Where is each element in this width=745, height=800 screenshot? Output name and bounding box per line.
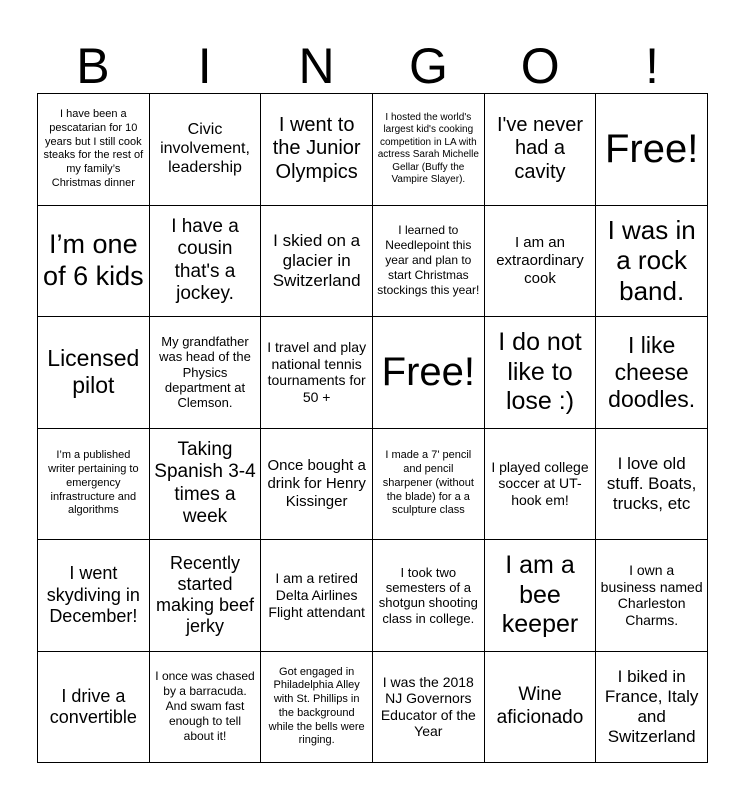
bingo-cell-text: I travel and play national tennis tournaments for 50 + <box>267 339 367 405</box>
bingo-cell[interactable] <box>596 317 708 429</box>
bingo-cell[interactable] <box>150 94 262 206</box>
bingo-cell-text: I went skydiving in December! <box>46 563 140 626</box>
bingo-cell-text: I've never had a cavity <box>496 113 584 184</box>
bingo-cell[interactable] <box>596 429 708 541</box>
bingo-cell[interactable] <box>150 652 262 764</box>
bingo-cell-text: I biked in France, Italy and Switzerland <box>604 666 699 746</box>
bingo-cell-text: I’m a published writer pertaining to emergency infrastructure and algorithms <box>48 449 139 517</box>
bingo-cell[interactable] <box>485 652 597 764</box>
bingo-cell[interactable] <box>261 652 373 764</box>
bingo-cell[interactable] <box>261 94 373 206</box>
bingo-cell[interactable] <box>596 652 708 764</box>
bingo-cell-text: I have a cousin that's a jockey. <box>171 215 239 305</box>
free-space-cell[interactable] <box>373 317 485 429</box>
bingo-cell[interactable] <box>373 429 485 541</box>
bingo-cell[interactable] <box>38 317 150 429</box>
bingo-cell-text: I am a retired Delta Airlines Flight attendant <box>268 570 365 620</box>
bingo-cell-text: Once bought a drink for Henry Kissinger <box>267 457 366 510</box>
bingo-cell[interactable] <box>373 540 485 652</box>
bingo-cell-text: I am a bee keeper <box>501 551 579 638</box>
title-letter-b: B <box>76 38 110 94</box>
bingo-cell-text: Civic involvement, leadership <box>160 120 250 176</box>
bingo-cell-text: I own a business named Charleston Charms. <box>600 562 703 628</box>
bingo-cell[interactable] <box>38 429 150 541</box>
bingo-cell[interactable] <box>38 652 150 764</box>
bingo-cell[interactable] <box>373 94 485 206</box>
bingo-card-grid <box>37 93 708 763</box>
bingo-cell-text: I drive a convertible <box>49 685 137 727</box>
title-letter-g: G <box>408 38 448 94</box>
bingo-cell-text: My grandfather was head of the Physics department at Clemson. <box>159 333 251 411</box>
bingo-cell-text: Licensed pilot <box>47 345 140 399</box>
title-letter-o: O <box>520 38 560 94</box>
bingo-cell[interactable] <box>485 429 597 541</box>
bingo-cell[interactable] <box>261 206 373 318</box>
bingo-cell-text: I made a 7' pencil and pencil sharpener (without the blade) for a a sculpture class <box>382 449 474 517</box>
bingo-title <box>37 38 708 94</box>
bingo-cell-text: I learned to Needlepoint this year and plan to start Christmas stockings this year! <box>377 223 480 298</box>
bingo-cell-text: I once was chased by a barracuda. And swam fast enough to tell about it! <box>155 669 255 744</box>
bingo-cell[interactable] <box>485 317 597 429</box>
bingo-cell-text: I have been a pescatarian for 10 years but I still cook steaks for the rest of my family’s Christmas dinner <box>43 108 144 189</box>
bingo-cell-text: Got engaged in Philadelphia Alley with St. Phillips in the background while the bells were ringing. <box>268 665 365 747</box>
free-space-cell[interactable] <box>596 94 708 206</box>
title-exclamation: ! <box>645 38 660 94</box>
bingo-cell[interactable] <box>261 540 373 652</box>
bingo-cell-text: I played college soccer at UT- hook em! <box>491 458 589 508</box>
bingo-cell[interactable] <box>150 540 262 652</box>
bingo-cell[interactable] <box>38 540 150 652</box>
bingo-cell-text: I’m one of 6 kids <box>43 228 144 291</box>
bingo-cell-text: Free! <box>604 126 699 171</box>
bingo-cell-text: I love old stuff. Boats, trucks, etc <box>606 453 697 513</box>
bingo-cell[interactable] <box>150 206 262 318</box>
bingo-cell-text: Recently started making beef jerky <box>155 552 255 637</box>
title-letter-i: I <box>197 38 212 94</box>
bingo-cell[interactable] <box>261 429 373 541</box>
bingo-cell-text: I do not like to lose :) <box>498 328 582 415</box>
bingo-cell-text: I hosted the world's largest kid's cooking competition in LA with actress Sarah Michelle Gellar (Buffy the Vampire Slayer). <box>377 111 479 186</box>
bingo-cell-text: I was in a rock band. <box>607 214 696 307</box>
bingo-cell-text: Taking Spanish 3-4 times a week <box>154 438 256 528</box>
bingo-cell[interactable] <box>373 206 485 318</box>
bingo-cell-text: Wine aficionado <box>496 684 584 728</box>
bingo-cell[interactable] <box>261 317 373 429</box>
bingo-cell[interactable] <box>485 206 597 318</box>
bingo-cell-text: I skied on a glacier in Switzerland <box>272 230 361 290</box>
bingo-cell-text: I went to the Junior Olympics <box>272 113 361 184</box>
bingo-cell[interactable] <box>38 206 150 318</box>
title-letter-n: N <box>298 38 335 94</box>
bingo-cell[interactable] <box>485 540 597 652</box>
bingo-cell-text: Free! <box>381 349 475 394</box>
bingo-cell[interactable] <box>150 429 262 541</box>
bingo-cell-text: I took two semesters of a shotgun shooting class in college. <box>378 564 478 626</box>
bingo-cell[interactable] <box>150 317 262 429</box>
bingo-cell-text: I am an extraordinary cook <box>496 234 584 287</box>
bingo-cell[interactable] <box>373 652 485 764</box>
bingo-cell[interactable] <box>596 540 708 652</box>
bingo-cell-text: I was the 2018 NJ Governors Educator of the Year <box>380 673 476 740</box>
bingo-cell[interactable] <box>38 94 150 206</box>
bingo-cell-text: I like cheese doodles. <box>608 331 696 412</box>
bingo-cell[interactable] <box>596 206 708 318</box>
bingo-cell[interactable] <box>485 94 597 206</box>
